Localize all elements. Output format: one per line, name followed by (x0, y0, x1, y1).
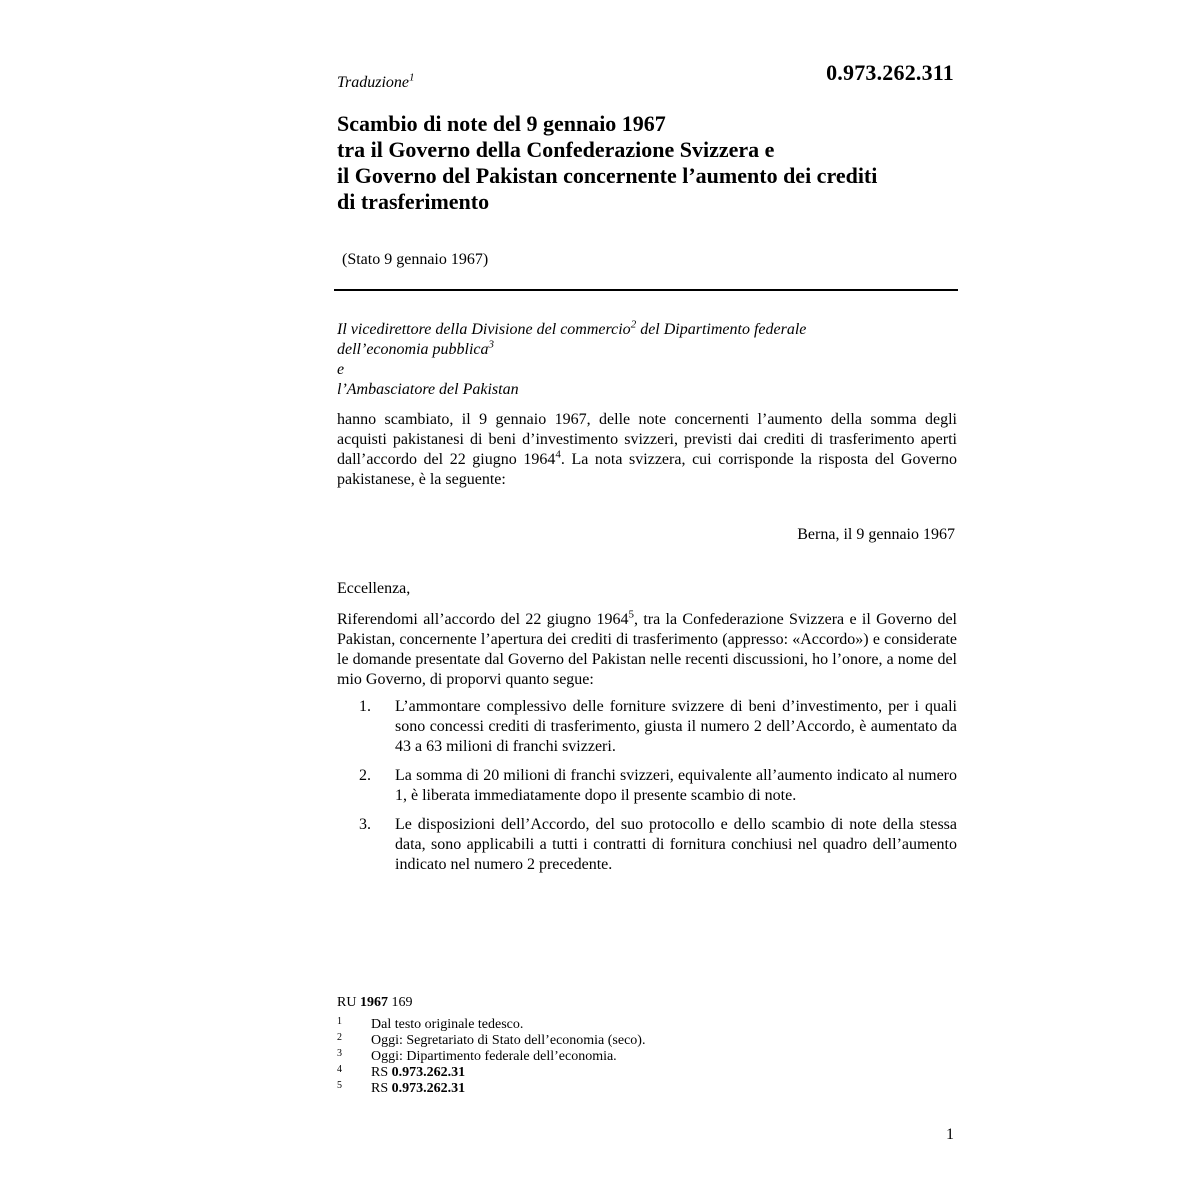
footnote-text (371, 1065, 465, 1080)
salutation: Eccellenza, (337, 580, 411, 597)
ru-page: 169 (391, 995, 413, 1010)
party-line (337, 340, 957, 360)
list-text: Le disposizioni dell’Accordo, del suo protocollo e dello scambio di note della stessa data, sono applicabili a tutti i contratti di fornitura conchiusi nel quadro dell’aumento indicato nel numero 2 precedente. (395, 816, 957, 873)
body-paragraph (337, 610, 957, 690)
list-number: 1. (359, 698, 371, 715)
footnote-text: Oggi: Dipartimento federale dell’economia. (371, 1049, 617, 1064)
rs-link[interactable]: 0.973.262.31 (391, 1081, 466, 1096)
ru-reference (337, 995, 412, 1011)
list-text: L’ammontare complessivo delle forniture svizzere di beni d’investimento, per i quali sono concessi crediti di trasferimento, giusta il numero 2 dell’Accordo, è aumentato da 43 a 63 milioni di franchi svizzeri. (395, 698, 957, 755)
footnote-ref[interactable]: 2 (630, 318, 637, 331)
label-text: Traduzione (337, 74, 410, 91)
party-line (337, 320, 957, 340)
paragraph-text: hanno scambiato, il 9 gennaio 1967, delle note concernenti l’aumento della somma degli acquisti pakistanesi di beni d’investimento svizzeri, previsti dai crediti di trasferimento aperti dall’accordo del 22 giugno 1964 (337, 411, 957, 468)
footnote-ref[interactable]: 4 (555, 448, 561, 461)
footnote-text: Oggi: Segretariato di Stato dell’economia (seco). (371, 1033, 646, 1048)
footnote-ref[interactable]: 1 (409, 71, 415, 84)
list-item (337, 766, 957, 806)
paragraph-text: . La nota svizzera, cui corrisponde la risposta del Governo pakistanese, è la seguente: (337, 451, 957, 488)
intro-paragraph (337, 410, 957, 490)
list-item (337, 815, 957, 875)
footnote-text (371, 1081, 465, 1096)
paragraph-text: Riferendomi all’accordo del 22 giugno 1964 (337, 611, 629, 628)
title-line: tra il Governo della Confederazione Svizzera e (337, 137, 775, 162)
ru-year: 1967 (359, 995, 388, 1010)
page-number: 1 (946, 1126, 954, 1143)
status-date: (Stato 9 gennaio 1967) (342, 251, 489, 268)
list-item (337, 697, 957, 757)
document-title (337, 111, 977, 215)
footnote-ref[interactable]: 5 (628, 608, 634, 621)
title-line: Scambio di note del 9 gennaio 1967 (337, 111, 666, 136)
footnote-ref[interactable]: 3 (488, 338, 495, 351)
party-text: del Dipartimento federale (636, 321, 807, 338)
divider (334, 289, 958, 291)
document-number: 0.973.262.311 (826, 60, 954, 85)
party-line: e (337, 361, 345, 378)
footnote-number: 3 (337, 1048, 342, 1059)
party-text: dell’economia pubblica (337, 341, 489, 358)
rs-prefix: RS (371, 1065, 389, 1080)
list-number: 2. (359, 767, 371, 784)
document-label (337, 71, 415, 92)
footnote-number: 1 (337, 1016, 342, 1027)
place-date: Berna, il 9 gennaio 1967 (797, 526, 955, 543)
list-number: 3. (359, 816, 371, 833)
ru-prefix: RU (337, 995, 357, 1010)
footnote-number: 4 (337, 1064, 342, 1075)
footnote-number: 5 (337, 1080, 342, 1091)
title-line: di trasferimento (337, 189, 490, 214)
footnote-number: 2 (337, 1032, 342, 1043)
party-text: Il vicedirettore della Divisione del commercio (337, 321, 631, 338)
footnote-text: Dal testo originale tedesco. (371, 1017, 524, 1032)
party-line: l’Ambasciatore del Pakistan (337, 381, 519, 398)
rs-link[interactable]: 0.973.262.31 (391, 1065, 466, 1080)
paragraph-text: , tra la Confederazione Svizzera e il Governo del Pakistan, concernente l’apertura dei crediti di trasferimento (appresso: «Accordo») e considerate le domande presentate dal Governo del Pakistan nelle recenti discussioni, ho l’onore, a nome del mio Governo, di proporvi quanto segue: (337, 611, 957, 688)
parties-block (337, 320, 957, 400)
list-text: La somma di 20 milioni di franchi svizzeri, equivalente all’aumento indicato al numero 1, è liberata immediatamente dopo il presente scambio di note. (395, 767, 957, 804)
rs-prefix: RS (371, 1081, 389, 1096)
title-line: il Governo del Pakistan concernente l’aumento dei crediti (337, 163, 878, 188)
